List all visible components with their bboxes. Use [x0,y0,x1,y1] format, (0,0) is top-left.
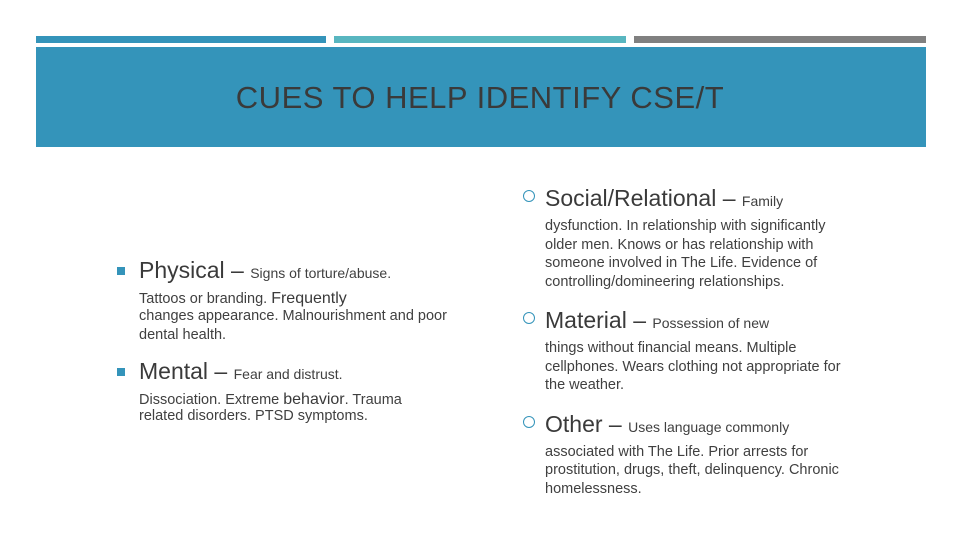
social-text: dysfunction. In relationship with significantly older men. Knows or has relationship with someone involved in The Life. Evidence of controlling/domineering relationships. [545,218,826,290]
other-text: associated with The Life. Prior arrests for prostitution, drugs, theft, delinquency. Chronic homelessness. [545,443,839,497]
slide-title: CUES TO HELP IDENTIFY CSE/T [235,80,725,115]
physical-text: changes appearance. Malnourishment and poor dental health. [139,308,447,343]
physical-heading: Physical – [139,257,251,283]
square-bullet-icon [117,267,125,275]
physical-lead: Signs of torture/abuse. [250,265,392,281]
mental-heading: Mental – [139,358,234,384]
mental-text: related disorders. PTSD symptoms. [139,408,368,424]
other-item [523,411,863,499]
accent-bar-2 [334,36,626,43]
physical-item [117,257,457,344]
accent-bar-1 [36,36,326,43]
other-lead: Uses language commonly [628,418,790,435]
material-text: things without financial means. Multiple cellphones. Wears clothing not appropriate for the weather. [545,340,841,393]
social-heading: Social/Relational – [545,185,742,211]
left-column [117,257,457,426]
mental-line2c: . Trauma [344,392,402,408]
accent-bar-3 [634,36,926,43]
physical-line2b: Frequently [271,290,347,307]
mental-line2b: behavior [283,391,345,408]
material-lead: Possession of new [652,315,770,331]
mental-line2a: Dissociation. Extreme [139,392,284,408]
square-bullet-icon [117,368,125,376]
mental-lead: Fear and distrust. [233,366,343,382]
social-lead: Family [741,193,784,209]
circle-bullet-icon [523,416,535,428]
physical-line2a: Tattoos or branding. [139,291,272,307]
material-item [523,307,863,395]
circle-bullet-icon [523,190,535,202]
material-heading: Material – [545,307,653,333]
right-column [523,185,863,498]
other-heading: Other – [545,410,629,437]
circle-bullet-icon [523,312,535,324]
social-item [523,185,863,291]
mental-item [117,358,457,426]
